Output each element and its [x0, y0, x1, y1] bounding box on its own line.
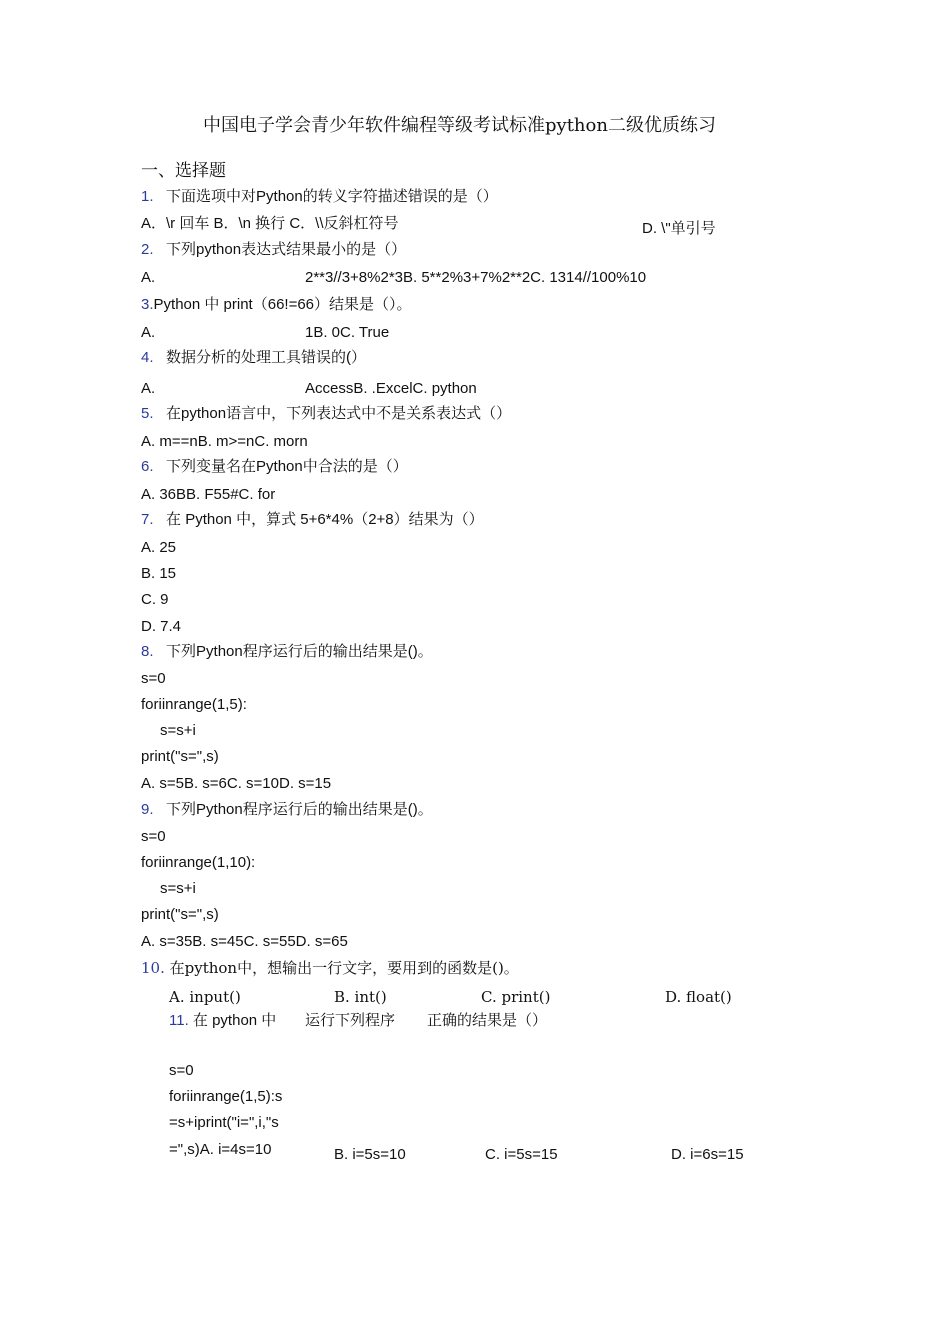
question-11-part3: 正确的结果是（） [427, 1012, 548, 1029]
q7-option-c: C. 9 [141, 591, 169, 608]
question-text: 数据分析的处理工具错误的(） [166, 349, 367, 366]
code-line: s=0 [141, 670, 166, 687]
q7-option-d: D. 7.4 [141, 618, 182, 635]
question-text: 在 Python 中，算式 5+6*4%（2+8）结果为（） [166, 511, 484, 528]
question-4 [141, 348, 366, 368]
code-line: foriinrange(1,10): [141, 854, 256, 871]
code-line: foriinrange(1,5):s [169, 1088, 283, 1105]
q11-option-b: B. i=5s=10 [334, 1146, 406, 1163]
question-number: 7. [141, 511, 154, 528]
q7-option-a: A. 25 [141, 539, 177, 556]
question-text: 下列python表达式结果最小的是（） [166, 241, 407, 258]
question-number: 1. [141, 188, 154, 205]
q11-option-d: D. i=6s=15 [671, 1146, 744, 1163]
q1-option-d: D. \"单引号 [642, 220, 716, 237]
code-line: print("s=",s) [141, 748, 219, 765]
question-text: 下列变量名在Python中合法的是（） [166, 458, 408, 475]
question-9 [141, 800, 433, 820]
question-2 [141, 240, 406, 260]
q10-option-c [481, 987, 550, 1008]
q2-option-a-label: A. [141, 269, 156, 286]
question-text: 下列Python程序运行后的输出结果是()。 [166, 801, 433, 818]
q6-options: A. 36BB. F55#C. for [141, 486, 276, 503]
question-11-part2: 运行下列程序 [305, 1012, 396, 1029]
q10-option-a [169, 987, 241, 1008]
q3-option-a-label: A. [141, 324, 156, 341]
q1-options-abc: A．\r 回车 B．\n 换行 C．\\反斜杠符号 [141, 215, 399, 232]
question-text: 在python语言中，下列表达式中不是关系表达式（） [166, 405, 512, 422]
question-11-part1 [169, 1011, 294, 1029]
question-text: Python 中 print（66!=66）结果是（）。 [153, 296, 412, 313]
code-line: s=s+i [160, 880, 196, 897]
section-heading: 一、选择题 [141, 161, 226, 181]
code-line: print("s=",s) [141, 906, 219, 923]
question-text: 下列Python程序运行后的输出结果是()。 [166, 643, 433, 660]
q10-option-b [334, 987, 387, 1008]
question-number: 9. [141, 801, 154, 818]
question-8 [141, 642, 433, 662]
question-text: 在python中，想输出一行文字，要用到的函数是()。 [169, 959, 519, 977]
option-text: B. int() [334, 988, 387, 1006]
question-6 [141, 457, 408, 477]
q5-options: A. m==nB. m>=nC. morn [141, 433, 308, 450]
q7-option-b: B. 15 [141, 565, 177, 582]
option-text: D. float() [665, 988, 732, 1006]
q8-options: A. s=5B. s=6C. s=10D. s=15 [141, 775, 332, 792]
code-line: foriinrange(1,5): [141, 696, 247, 713]
q9-options: A. s=35B. s=45C. s=55D. s=65 [141, 933, 348, 950]
question-number: 4. [141, 349, 154, 366]
question-number: 11. [169, 1012, 189, 1029]
option-text: C. print() [481, 988, 551, 1006]
question-number: 5. [141, 405, 154, 422]
question-1 [141, 187, 498, 207]
option-text: A. input() [169, 988, 241, 1006]
question-number: 10. [141, 959, 165, 977]
page-title: 中国电子学会青少年软件编程等级考试标准python二级优质练习 [203, 115, 716, 136]
question-number: 6. [141, 458, 154, 475]
code-line: =",s)A. i=4s=10 [169, 1141, 272, 1158]
q11-option-c: C. i=5s=15 [485, 1146, 558, 1163]
q3-options: 1B. 0C. True [305, 324, 390, 341]
code-line: s=s+i [160, 722, 196, 739]
question-number: 2. [141, 241, 154, 258]
code-line: s=0 [169, 1062, 194, 1079]
code-line: =s+iprint("i=",i,"s [169, 1114, 279, 1131]
question-3 [141, 295, 412, 315]
question-5 [141, 404, 511, 424]
question-text: 在 python 中 [192, 1012, 277, 1029]
q4-option-a-label: A. [141, 380, 156, 397]
q2-options: 2**3//3+8%2*3B. 5**2%3+7%2**2C. 1314//100%10 [305, 269, 647, 286]
q10-option-d [665, 987, 732, 1008]
code-line: s=0 [141, 828, 166, 845]
question-text: 下面选项中对Python的转义字符描述错误的是（） [166, 188, 498, 205]
question-7 [141, 510, 484, 530]
q4-options: AccessB. .ExcelC. python [305, 380, 477, 397]
question-10 [141, 958, 519, 978]
question-number: 8. [141, 643, 154, 660]
question-number: 3. [141, 296, 154, 313]
